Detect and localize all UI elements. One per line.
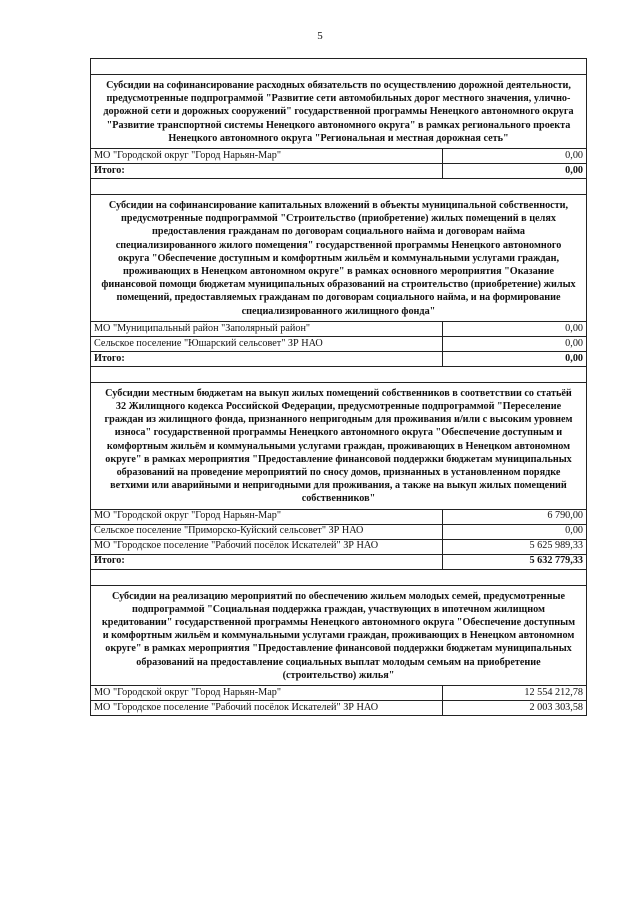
amount-value: 0,00 bbox=[443, 149, 587, 164]
section-spacer bbox=[91, 569, 587, 585]
section-spacer bbox=[91, 59, 587, 75]
amount-value: 6 790,00 bbox=[443, 509, 587, 524]
table-row bbox=[91, 336, 587, 351]
section-heading-row bbox=[91, 382, 587, 509]
section-heading: Субсидии местным бюджетам на выкуп жилых помещений собственников в соответствии со статьёй 32 Жилищного кодекса Российской Федерации, предусмотренные подпрограммой "Переселение граждан из жилищного фонда, признанного непригодным для проживания и/или с высоким уровнем износа" государственной программы Ненецкого автономного округа "Обеспечение доступным и комфортным жильём и коммунальными услугами граждан, проживающих в Ненецком автономном округе" в рамках мероприятия "Предоставление финансовой поддержки бюджетам муниципальных образований на проведение мероприятий по сносу домов, признанных в установленном порядке ветхими или аварийными и непригодными для проживания, а также на выкуп жилых помещений собственников" bbox=[91, 382, 587, 509]
total-row bbox=[91, 554, 587, 569]
section-heading: Субсидии на софинансирование капитальных вложений в объекты муниципальной собственности, предусмотренные подпрограммой "Строительство (приобретение) жилых помещений в целях предоставления гражданам по договорам социального найма и договорам найма специализированного жилого помещения" государственной программы Ненецкого автономного округа "Обеспечение доступным и комфортным жильём и коммунальными услугами граждан, проживающих в Ненецком автономном округе" в рамках основного мероприятия "Оказание финансовой помощи бюджетам муниципальных образований на строительство (приобретение) жилых помещений, предоставляемых гражданам по договорам социального найма, и на формирование специализированного жилищного фонда" bbox=[91, 195, 587, 322]
table-row bbox=[91, 524, 587, 539]
municipality-name: МО "Городской округ "Город Нарьян-Мар" bbox=[91, 509, 443, 524]
table-row bbox=[91, 701, 587, 716]
total-value: 5 632 779,33 bbox=[443, 554, 587, 569]
table-row bbox=[91, 509, 587, 524]
section-spacer bbox=[91, 179, 587, 195]
section-heading-row bbox=[91, 585, 587, 685]
total-label: Итого: bbox=[91, 164, 443, 179]
table-row bbox=[91, 321, 587, 336]
municipality-name: МО "Городской округ "Город Нарьян-Мар" bbox=[91, 686, 443, 701]
municipality-name: МО "Городское поселение "Рабочий посёлок Искателей" ЗР НАО bbox=[91, 539, 443, 554]
section-heading-row bbox=[91, 195, 587, 322]
table-row bbox=[91, 686, 587, 701]
amount-value: 12 554 212,78 bbox=[443, 686, 587, 701]
amount-value: 0,00 bbox=[443, 321, 587, 336]
amount-value: 0,00 bbox=[443, 336, 587, 351]
table-row bbox=[91, 149, 587, 164]
municipality-name: Сельское поселение "Приморско-Куйский сельсовет" ЗР НАО bbox=[91, 524, 443, 539]
amount-value: 2 003 303,58 bbox=[443, 701, 587, 716]
total-value: 0,00 bbox=[443, 164, 587, 179]
total-label: Итого: bbox=[91, 351, 443, 366]
section-heading-row bbox=[91, 75, 587, 149]
section-heading: Субсидии на софинансирование расходных обязательств по осуществлению дорожной деятельности, предусмотренные подпрограммой "Развитие сети автомобильных дорог местного значения, улично-дорожной сети и дорожных сооружений" государственной программы Ненецкого автономного округа "Развитие транспортной системы Ненецкого автономного округа" в рамках регионального проекта Ненецкого автономного округа "Региональная и местная дорожная сеть" bbox=[91, 75, 587, 149]
amount-value: 0,00 bbox=[443, 524, 587, 539]
section-spacer bbox=[91, 366, 587, 382]
total-value: 0,00 bbox=[443, 351, 587, 366]
municipality-name: МО "Городской округ "Город Нарьян-Мар" bbox=[91, 149, 443, 164]
municipality-name: Сельское поселение "Юшарский сельсовет" ЗР НАО bbox=[91, 336, 443, 351]
total-label: Итого: bbox=[91, 554, 443, 569]
total-row bbox=[91, 351, 587, 366]
page-number: 5 bbox=[317, 30, 323, 42]
subsidy-table bbox=[90, 58, 587, 716]
municipality-name: МО "Городское поселение "Рабочий посёлок Искателей" ЗР НАО bbox=[91, 701, 443, 716]
amount-value: 5 625 989,33 bbox=[443, 539, 587, 554]
section-heading: Субсидии на реализацию мероприятий по обеспечению жильем молодых семей, предусмотренные подпрограммой "Социальная поддержка граждан, участвующих в ипотечном жилищном кредитовании" государственной программы Ненецкого автономного округа "Обеспечение доступным и комфортным жильём и коммунальными услугами граждан, проживающих в Ненецком автономном округе" в рамках мероприятия "Предоставление финансовой поддержки бюджетам муниципальных образований на предоставление социальных выплат молодым семьям на приобретение (строительство) жилья" bbox=[91, 585, 587, 685]
table-row bbox=[91, 539, 587, 554]
total-row bbox=[91, 164, 587, 179]
municipality-name: МО "Муниципальный район "Заполярный район" bbox=[91, 321, 443, 336]
